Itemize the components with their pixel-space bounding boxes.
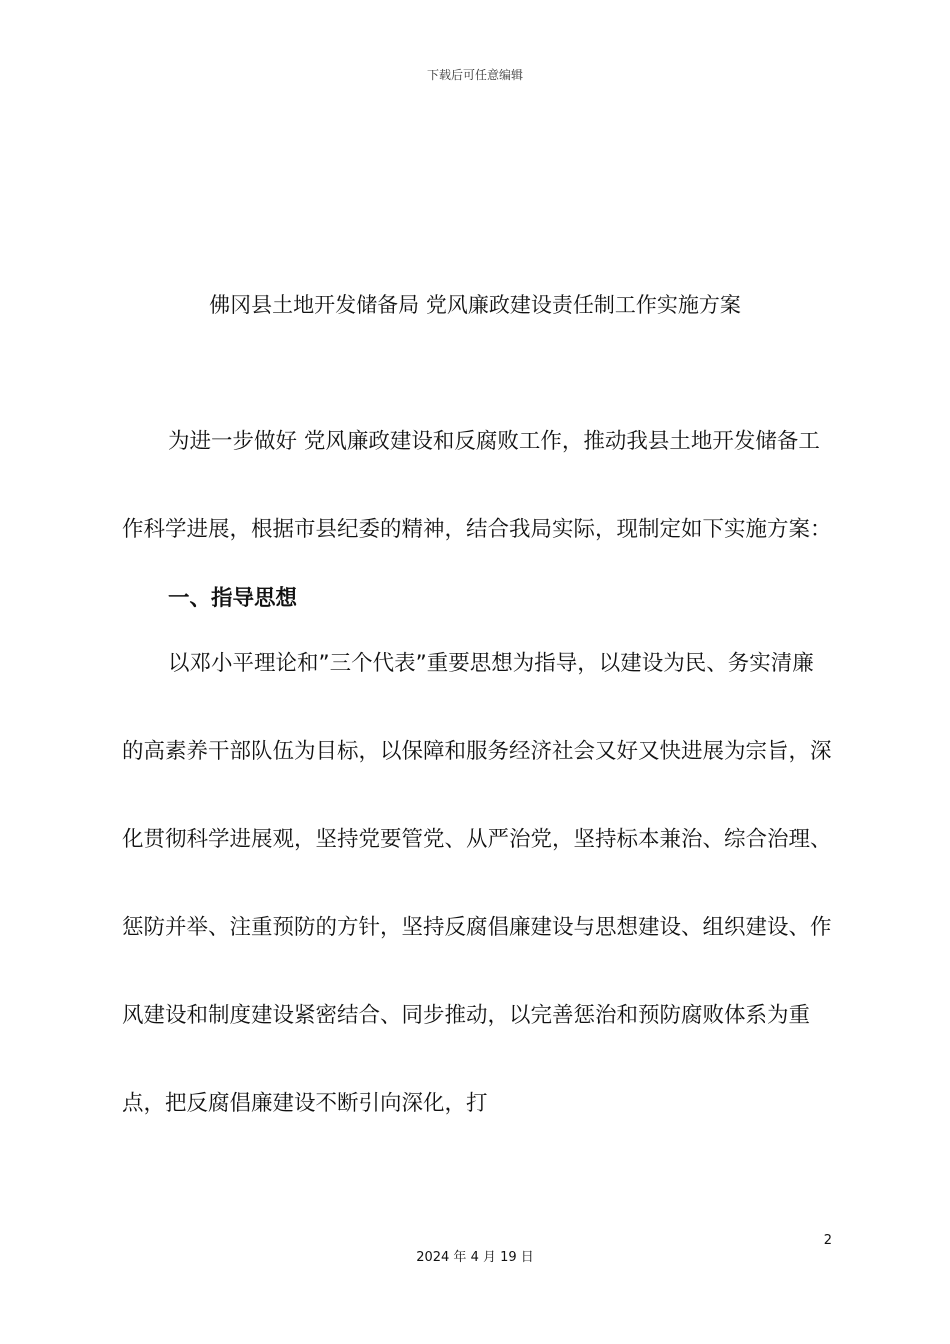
section-paragraph: 以邓小平理论和”三个代表”重要思想为指导，以建设为民、务实清廉的高素养干部队伍为目标，以保障和服务经济社会又好又快进展为宗旨，深化贯彻科学进展观，坚持党要管党、从严治党，坚持标本兼治、综合治理、惩防并举、注重预防的方针，坚持反腐倡廉建设与思想建设、组织建设、作风建设和制度建设紧密结合、同步推动，以完善惩治和预防腐败体系为重点，把反腐倡廉建设不断引向深化，打	[122, 651, 832, 1116]
document-title: 佛冈县土地开发储备局 党风廉政建设责任制工作实施方案	[209, 293, 741, 317]
page-header: 下载后可任意编辑	[426, 68, 523, 82]
intro-paragraph: 为进一步做好 党风廉政建设和反腐败工作，推动我县土地开发储备工作科学进展，根据市县纪委的精神，结合我局实际，现制定如下实施方案：	[122, 429, 832, 542]
document-body	[122, 398, 832, 1148]
page-number: 2	[823, 1233, 832, 1248]
section-heading: 一、指导思想	[168, 586, 298, 611]
footer-date: 2024 年 4 月 19 日	[416, 1250, 534, 1265]
